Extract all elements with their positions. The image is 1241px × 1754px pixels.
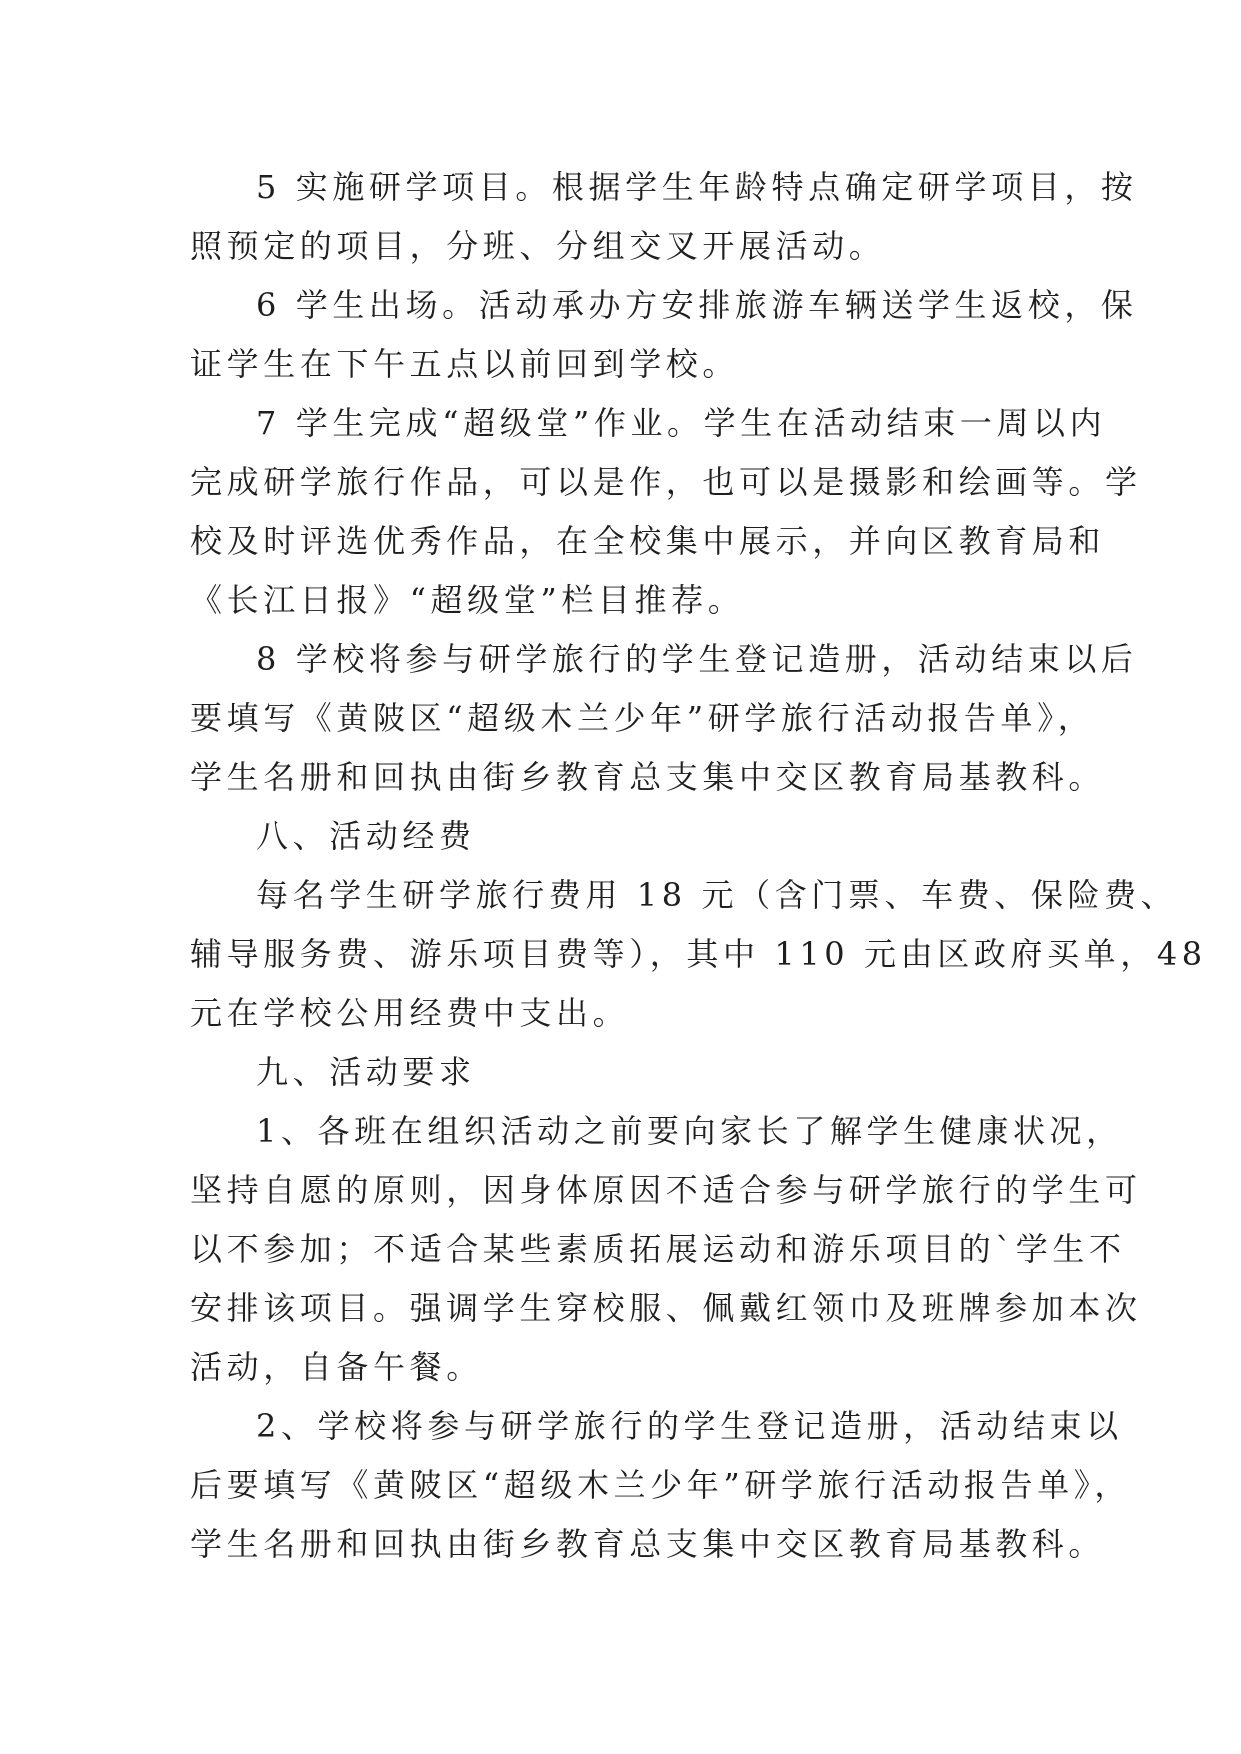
paragraph-line: 要填写《黄陂区“超级木兰少年”研学旅行活动报告单》， (190, 699, 1095, 737)
paragraph-line: 1、各班在组织活动之前要向家长了解学生健康状况， (256, 1112, 1123, 1150)
paragraph-line: 坚持自愿的原则，因身体原因不适合参与研学旅行的学生可 (190, 1171, 1142, 1209)
paragraph-line: 活动，自备午餐。 (190, 1348, 483, 1386)
section-heading-funding: 八、活动经费 (256, 817, 476, 855)
paragraph-line: 证学生在下午五点以前回到学校。 (190, 345, 740, 383)
paragraph-line: 《长江日报》“超级堂”栏目推荐。 (190, 581, 745, 619)
paragraph-line: 2、学校将参与研学旅行的学生登记造册，活动结束以 (256, 1407, 1123, 1445)
paragraph-line: 每名学生研学旅行费用 18 元（含门票、车费、保险费、 (256, 876, 1178, 914)
paragraph-line: 辅导服务费、游乐项目费等），其中 110 元由区政府买单，48 (190, 935, 1207, 973)
paragraph-line: 后要填写《黄陂区“超级木兰少年”研学旅行活动报告单》， (190, 1466, 1131, 1504)
paragraph-line: 照预定的项目，分班、分组交叉开展活动。 (190, 227, 886, 265)
paragraph-line: 以不参加；不适合某些素质拓展运动和游乐项目的`学生不 (190, 1230, 1126, 1268)
paragraph-line: 学生名册和回执由街乡教育总支集中交区教育局基教科。 (190, 758, 1106, 796)
paragraph-line: 完成研学旅行作品，可以是作，也可以是摄影和绘画等。学 (190, 463, 1142, 501)
paragraph-line: 学生名册和回执由街乡教育总支集中交区教育局基教科。 (190, 1525, 1106, 1563)
paragraph-line: 6 学生出场。活动承办方安排旅游车辆送学生返校，保 (256, 286, 1138, 324)
paragraph-line: 校及时评选优秀作品，在全校集中展示，并向区教育局和 (190, 522, 1106, 560)
paragraph-line: 元在学校公用经费中支出。 (190, 994, 630, 1032)
paragraph-line: 7 学生完成“超级堂”作业。学生在活动结束一周以内 (256, 404, 1107, 442)
paragraph-line: 5 实施研学项目。根据学生年龄特点确定研学项目，按 (256, 168, 1138, 206)
section-heading-requirements: 九、活动要求 (256, 1053, 476, 1091)
paragraph-line: 安排该项目。强调学生穿校服、佩戴红领巾及班牌参加本次 (190, 1289, 1142, 1327)
document-body (190, 158, 1207, 1574)
paragraph-line: 8 学校将参与研学旅行的学生登记造册，活动结束以后 (256, 640, 1138, 678)
